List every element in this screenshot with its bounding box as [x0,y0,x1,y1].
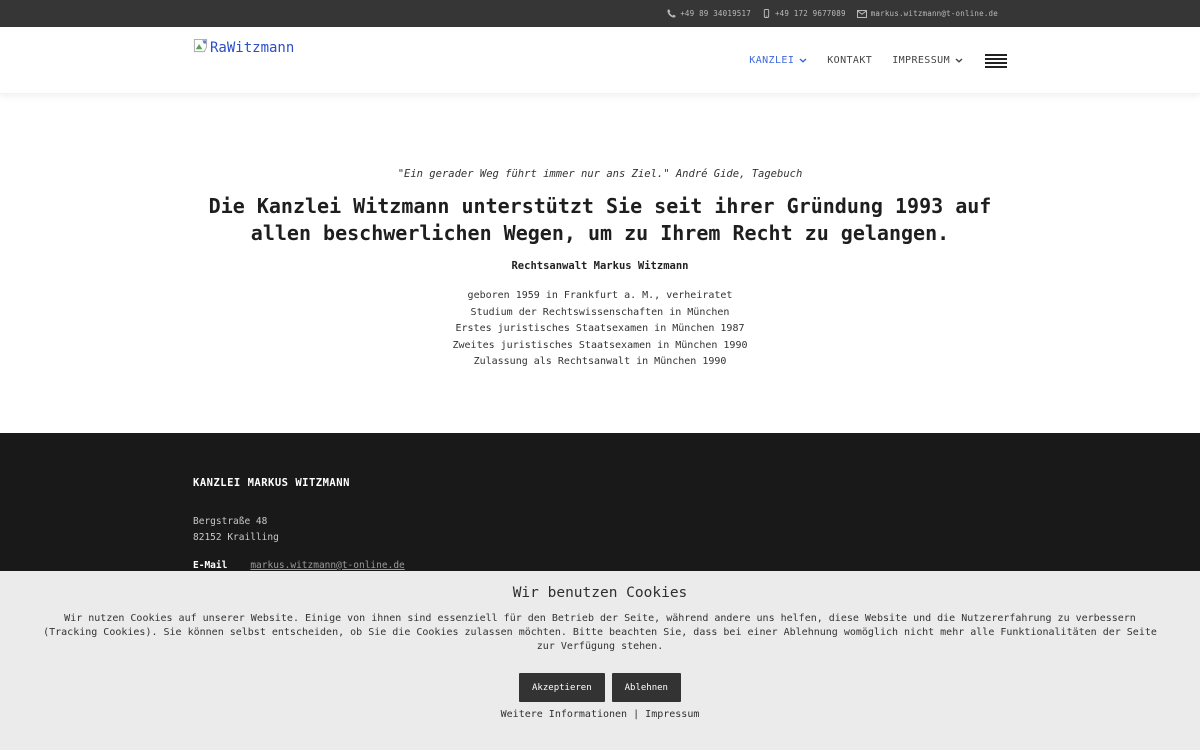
topbar-email-link[interactable] [857,9,998,18]
topbar-phone [667,9,751,18]
bio-line: Erstes juristisches Staatsexamen in München 1987 [455,323,745,334]
topbar-mobile-number: +49 172 9677089 [774,9,846,18]
accept-cookies-button[interactable]: Akzeptieren [519,673,605,702]
footer-email-row [193,560,1007,571]
more-information-link[interactable]: Weitere Informationen [500,709,628,721]
page-title: Die Kanzlei Witzmann unterstützt Sie seit ihrer Gründung 1993 auf allen beschwerlichen Wegen, um zu Ihrem Recht zu gelangen. [208,194,992,245]
footer-city: 82152 Krailling [193,531,279,543]
topbar-phone-number: +49 89 34019517 [680,9,751,18]
bio-line: Zweites juristisches Staatsexamen in München 1990 [452,339,748,351]
logo-alt-text: RaWitzmann [210,39,295,56]
nav-item-impressum[interactable] [892,55,963,66]
chevron-down-icon [799,55,807,66]
main-content [0,94,1200,433]
footer-email-label: E-Mail [193,559,228,571]
lawyer-name-heading: Rechtsanwalt Markus Witzmann [511,260,689,272]
intro-quote: "Ein gerader Weg führt immer nur ans Ziel." André Gide, Tagebuch [397,168,803,180]
broken-image-icon [193,38,208,57]
bio-line: Zulassung als Rechtsanwalt in München 1990 [473,356,727,367]
cookie-banner-title: Wir benutzen Cookies [512,585,688,601]
impressum-link[interactable]: Impressum [645,709,700,721]
logo-link[interactable] [193,38,294,57]
cookie-banner-links [0,709,1200,720]
lawyer-bio [0,288,1200,371]
cookie-banner [0,571,1200,750]
topbar [0,0,1200,27]
cookie-banner-buttons [0,673,1200,702]
bio-line: geboren 1959 in Frankfurt a. M., verheiratet [467,290,733,301]
footer-street: Bergstraße 48 [193,515,268,527]
menu-icon[interactable] [985,54,1007,68]
topbar-mobile [762,9,846,18]
chevron-down-icon [955,55,963,66]
footer-address [193,514,1007,546]
site-header [0,27,1200,94]
nav-item-kontakt[interactable] [827,55,872,66]
bio-line: Studium der Rechtswissenschaften in München [470,306,730,318]
cookie-banner-text: Wir nutzen Cookies auf unserer Website. Einige von ihnen sind essenziell für den Betrieb der Seite, während andere uns helfen, diese Website und die Nutzererfahrung zu verbessern (Tracking Cookies). Sie können selbst entscheiden, ob Sie die Cookies zulassen möchten. Bitte beachten Sie, dass bei einer Ablehnung womöglich nicht mehr alle Funktionalitäten der Seite zur Verfügung stehen. [43,613,1157,652]
decline-cookies-button[interactable]: Ablehnen [612,673,681,702]
topbar-email-text: markus.witzmann@t-online.de [870,9,998,18]
footer-heading: KANZLEI MARKUS WITZMANN [193,476,350,489]
phone-icon [667,9,676,18]
links-separator: | [633,709,640,721]
nav-item-kontakt-label: KONTAKT [827,55,873,66]
main-navigation [749,54,1007,68]
footer-email-link[interactable]: markus.witzmann@t-online.de [250,559,405,571]
nav-item-kanzlei-label: KANZLEI [749,55,795,66]
envelope-icon [857,10,867,18]
nav-item-kanzlei[interactable] [749,55,807,66]
nav-item-impressum-label: IMPRESSUM [892,55,950,66]
mobile-phone-icon [762,9,771,18]
